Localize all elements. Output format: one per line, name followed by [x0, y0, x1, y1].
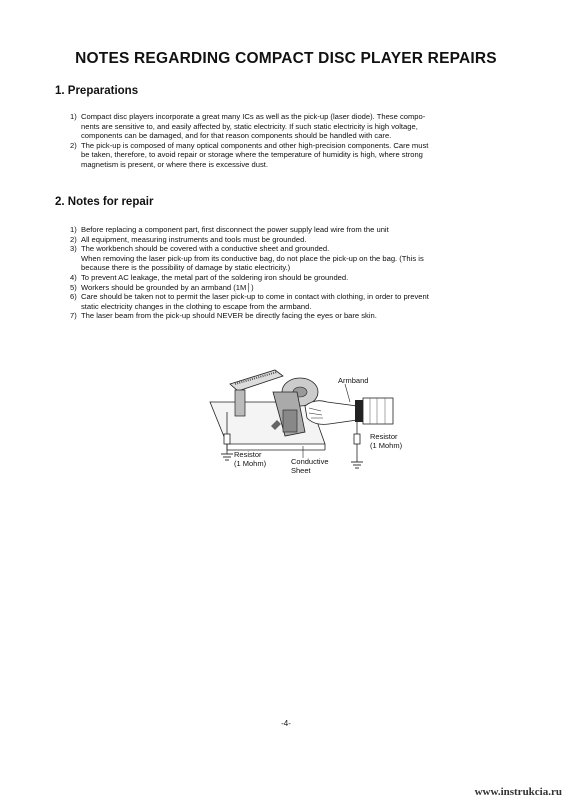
item-number: 4) [70, 272, 77, 282]
hand-armband-shape [305, 398, 393, 424]
repair-notes-list [70, 225, 540, 321]
section-heading-notes-for-repair: 2. Notes for repair [55, 196, 154, 208]
item-text: because there is the possibility of damage by static electricity.) [81, 263, 291, 273]
watermark: www.instrukcia.ru [474, 786, 562, 798]
item-text: static electricity changes in the clothing to escape from the armband. [81, 301, 312, 311]
item-number: 1) [70, 225, 77, 234]
conductive-sheet-label: Conductive Sheet [291, 457, 329, 475]
item-text: Care should be taken not to permit the laser pick-up to come in contact with clothing, in order to prevent [81, 292, 429, 302]
item-text: Workers should be grounded by an armband (1M│) [81, 282, 254, 292]
right-ground-wire [351, 422, 363, 468]
preparations-list [70, 112, 540, 170]
list-item [70, 244, 540, 273]
list-item [70, 273, 540, 283]
item-text: Before replacing a component part, first disconnect the power supply lead wire from the unit [81, 225, 389, 234]
item-number: 5) [70, 282, 77, 292]
item-text: magnetism is present, or where there is excessive dust. [81, 159, 268, 169]
list-item [70, 311, 540, 321]
list-item [70, 235, 540, 245]
item-number: 7) [70, 311, 77, 321]
item-number: 2) [70, 140, 77, 150]
item-number: 6) [70, 292, 77, 302]
item-number: 2) [70, 234, 77, 244]
resistor-left-label: Resistor (1 Mohm) [234, 450, 267, 468]
list-item [70, 283, 540, 293]
item-text: To prevent AC leakage, the metal part of the soldering iron should be grounded. [81, 272, 349, 282]
item-text: The pick-up is composed of many optical components and other high-precision components. Care must [81, 140, 429, 150]
page-number: -4- [281, 719, 291, 728]
page-title: NOTES REGARDING COMPACT DISC PLAYER REPAIRS [75, 50, 497, 67]
item-text: All equipment, measuring instruments and tools must be grounded. [81, 234, 307, 244]
item-text: nents are sensitive to, and easily affected by, static electricity. If such static electricity is high voltage, [81, 121, 418, 131]
list-item [70, 225, 540, 235]
list-item [70, 292, 540, 311]
item-text: The workbench should be covered with a conductive sheet and grounded. [81, 244, 330, 254]
item-text: When removing the laser pick-up from its conductive bag, do not place the pick-up on the bag. (This is [81, 253, 424, 263]
item-text: be taken, therefore, to avoid repair or storage where the temperature of humidity is high, where strong [81, 150, 423, 160]
list-item [70, 141, 540, 170]
list-item [70, 112, 540, 141]
item-text: The laser beam from the pick-up should NEVER be directly facing the eyes or bare skin. [81, 311, 377, 321]
section-heading-preparations: 1. Preparations [55, 85, 139, 97]
resistor-right-label: Resistor (1 Mohm) [370, 432, 403, 450]
item-text: Compact disc players incorporate a great many ICs as well as the pick-up (laser diode). These compo- [81, 112, 426, 121]
item-text: components can be damaged, and for that reason components should be handled with care. [81, 131, 392, 141]
item-number: 1) [70, 112, 77, 121]
armband-label: Armband [338, 376, 369, 385]
item-number: 3) [70, 244, 77, 254]
grounding-illustration [205, 362, 415, 482]
